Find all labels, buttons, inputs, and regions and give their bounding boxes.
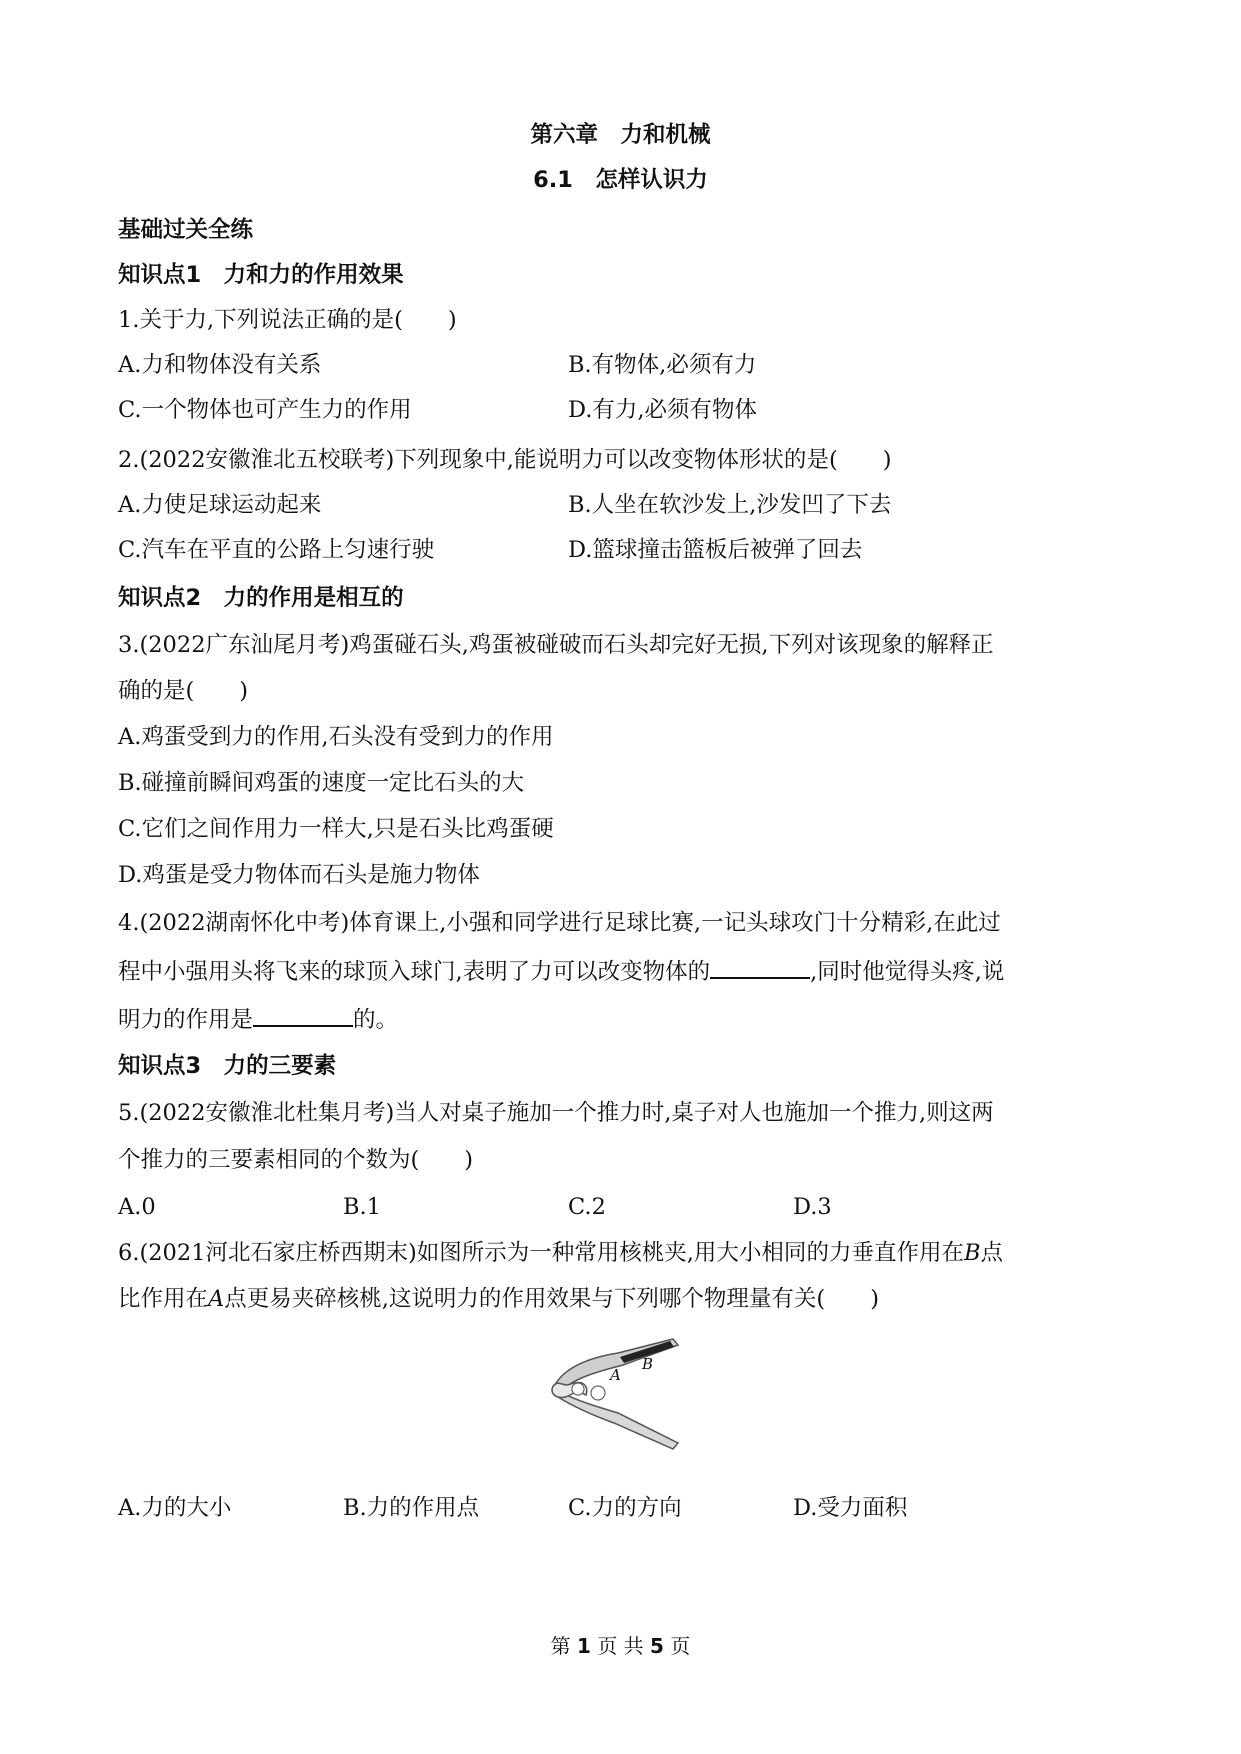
- question-6-option-a: A.力的大小: [118, 1495, 232, 1521]
- question-6-option-d: D.受力面积: [793, 1495, 908, 1521]
- question-1-option-d: D.有力,必须有物体: [568, 397, 758, 423]
- question-6-stem-line1: [118, 1238, 1003, 1268]
- question-6-option-b: B.力的作用点: [343, 1495, 480, 1521]
- knowledge-point-1: 知识点1 力和力的作用效果: [118, 262, 404, 288]
- chapter-title: 第六章 力和机械: [530, 122, 711, 148]
- question-4-line3-text-b: 的。: [353, 1007, 399, 1033]
- question-5-option-a: A.0: [118, 1194, 156, 1220]
- question-6-stem-line1-text-b: 点: [980, 1240, 1004, 1266]
- point-b-label: B: [963, 1240, 981, 1266]
- question-5-option-b: B.1: [343, 1194, 382, 1220]
- practice-heading: 基础过关全练: [118, 217, 254, 243]
- question-6-option-c: C.力的方向: [568, 1495, 682, 1521]
- knowledge-point-3: 知识点3 力的三要素: [118, 1053, 337, 1079]
- question-1-option-a: A.力和物体没有关系: [118, 352, 322, 378]
- footer-total-pages: 5: [650, 1634, 664, 1658]
- footer-page-number: 1: [577, 1634, 591, 1658]
- page-footer: [0, 1630, 1241, 1659]
- knowledge-point-2: 知识点2 力的作用是相互的: [118, 585, 404, 611]
- footer-prefix: 第: [550, 1634, 571, 1658]
- question-2-option-d: D.篮球撞击篮板后被弹了回去: [568, 537, 863, 563]
- footer-suffix: 页: [670, 1634, 691, 1658]
- nutcracker-lower-arm: [558, 1393, 678, 1449]
- question-5-option-d: D.3: [793, 1194, 832, 1220]
- question-5-stem-line1: 5.(2022安徽淮北杜集月考)当人对桌子施加一个推力时,桌子对人也施加一个推力,则这两: [118, 1100, 994, 1126]
- question-4-line2-text-a: 程中小强用头将飞来的球顶入球门,表明了力可以改变物体的: [118, 959, 711, 985]
- question-2-stem: 2.(2022安徽淮北五校联考)下列现象中,能说明力可以改变物体形状的是( ): [118, 447, 892, 473]
- answer-blank-1[interactable]: [710, 955, 810, 979]
- question-6-stem-line1-text-a: 6.(2021河北石家庄桥西期末)如图所示为一种常用核桃夹,用大小相同的力垂直作用在: [118, 1240, 964, 1266]
- question-3-stem-line2: 确的是( ): [118, 678, 249, 704]
- question-4-line2-text-b: ,同时他觉得头疼,说: [810, 959, 1005, 985]
- question-1-option-c: C.一个物体也可产生力的作用: [118, 397, 412, 423]
- footer-middle: 页 共: [597, 1634, 644, 1658]
- question-3-option-b: B.碰撞前瞬间鸡蛋的速度一定比石头的大: [118, 770, 525, 796]
- question-3-option-a: A.鸡蛋受到力的作用,石头没有受到力的作用: [118, 724, 554, 750]
- nutcracker-notch: [572, 1383, 584, 1395]
- answer-blank-2[interactable]: [253, 1003, 353, 1027]
- question-3-option-d: D.鸡蛋是受力物体而石头是施力物体: [118, 862, 480, 888]
- figure-label-b: B: [642, 1355, 654, 1373]
- question-4-line3-text-a: 明力的作用是: [118, 1007, 254, 1033]
- question-2-option-a: A.力使足球运动起来: [118, 492, 322, 518]
- figure-label-a: A: [610, 1366, 621, 1384]
- question-1-option-b: B.有物体,必须有力: [568, 352, 757, 378]
- question-3-option-c: C.它们之间作用力一样大,只是石头比鸡蛋硬: [118, 816, 554, 842]
- question-6-stem-line2-text-b: 点更易夹碎核桃,这说明力的作用效果与下列哪个物理量有关( ): [224, 1286, 879, 1312]
- question-6-stem-line2: [118, 1284, 879, 1314]
- question-1-stem: 1.关于力,下列说法正确的是( ): [118, 307, 457, 333]
- question-5-stem-line2: 个推力的三要素相同的个数为( ): [118, 1147, 474, 1173]
- question-4-line1: 4.(2022湖南怀化中考)体育课上,小强和同学进行足球比赛,一记头球攻门十分精彩,在此过: [118, 910, 1001, 936]
- question-4-line3: [118, 1003, 398, 1035]
- question-3-stem-line1: 3.(2022广东汕尾月考)鸡蛋碰石头,鸡蛋被碰破而石头却完好无损,下列对该现象的解释正: [118, 632, 994, 658]
- question-6-stem-line2-text-a: 比作用在: [118, 1286, 209, 1312]
- nutcracker-notch: [591, 1386, 605, 1400]
- section-title: 6.1 怎样认识力: [533, 167, 708, 193]
- question-5-option-c: C.2: [568, 1194, 606, 1220]
- question-4-line2: [118, 955, 1004, 987]
- point-a-label: A: [208, 1286, 225, 1312]
- question-2-option-b: B.人坐在软沙发上,沙发凹了下去: [568, 492, 892, 518]
- question-2-option-c: C.汽车在平直的公路上匀速行驶: [118, 537, 435, 563]
- nutcracker-figure: [548, 1335, 688, 1450]
